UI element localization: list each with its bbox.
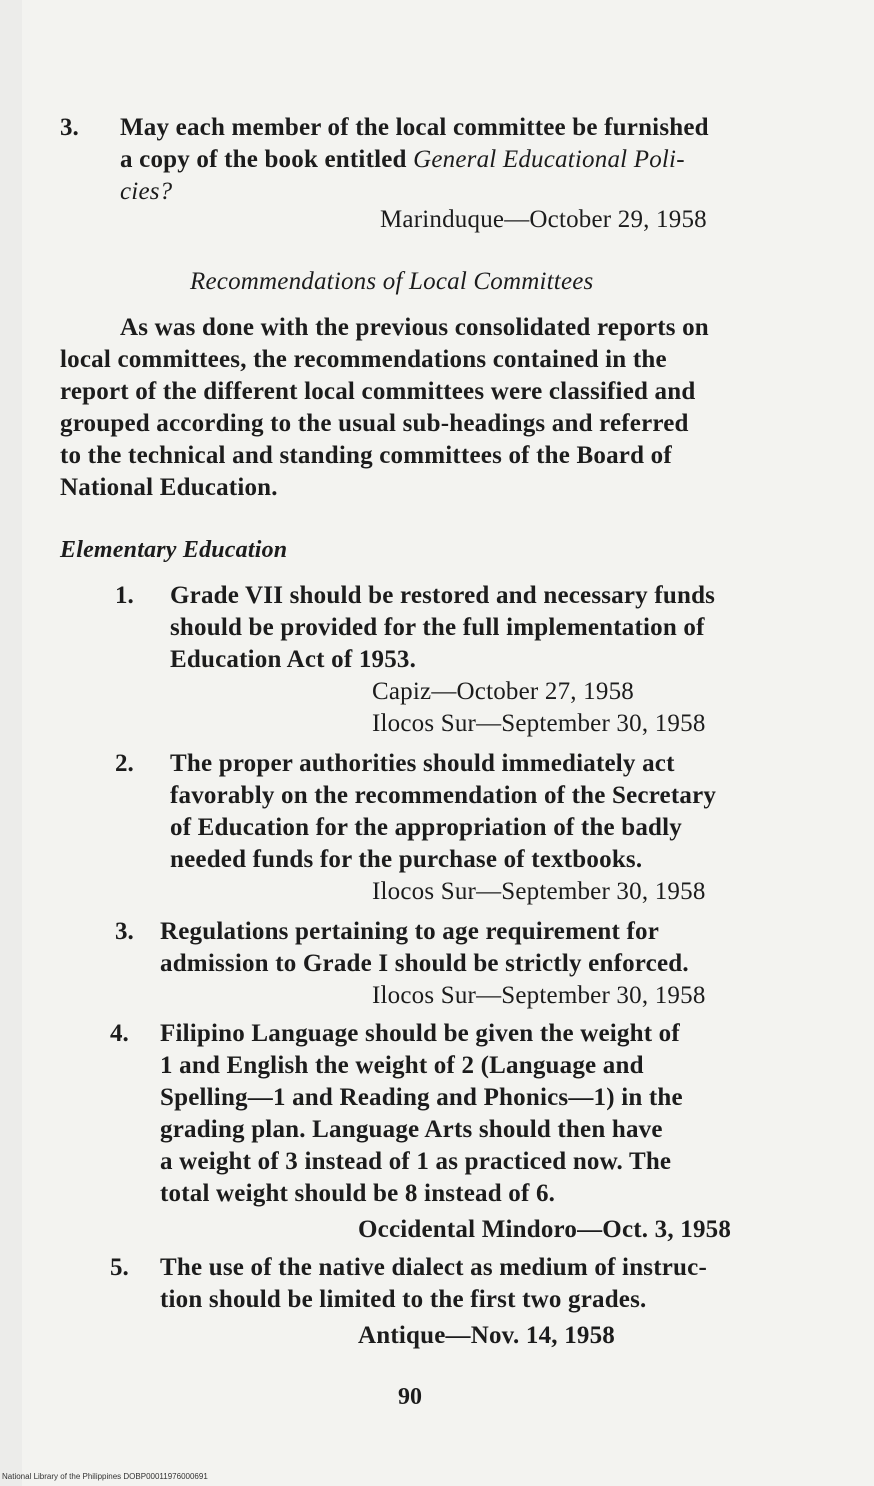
item-1-source-1: Capiz—October 27, 1958 [372,678,634,705]
intro-line-1: As was done with the previous consolidated reports on [120,314,709,341]
item-4-line-4: grading plan. Language Arts should then have [160,1116,663,1143]
q3-source: Marinduque—October 29, 1958 [380,206,707,233]
item-1-source-2: Ilocos Sur—September 30, 1958 [372,710,706,737]
item-3-line-1: Regulations pertaining to age requirement for [160,918,660,945]
item-2-source-1: Ilocos Sur—September 30, 1958 [372,878,706,905]
item-3-line-2: admission to Grade I should be strictly enforced. [160,950,689,977]
item-4-line-3: Spelling—1 and Reading and Phonics—1) in the [160,1084,683,1111]
item-3-source-1: Ilocos Sur—September 30, 1958 [372,982,706,1009]
item-4-line-5: a weight of 3 instead of 1 as practiced now. The [160,1148,672,1175]
item-1-line-2: should be provided for the full implementation of [170,614,705,641]
intro-line-3: report of the different local committees were classified and [60,378,696,405]
item-5-line-2: tion should be limited to the first two grades. [160,1286,647,1313]
item-1-line-1: Grade VII should be restored and necessary funds [170,582,716,609]
item-1-number: 1. [115,582,134,609]
item-3-number: 3. [115,918,134,945]
item-4-number: 4. [110,1020,129,1047]
q3-line-3: cies? [120,178,173,205]
item-2-line-3: of Education for the appropriation of the badly [170,814,682,841]
item-4-line-6: total weight should be 8 instead of 6. [160,1180,556,1207]
subheading-elementary: Elementary Education [60,537,288,563]
item-4-line-1: Filipino Language should be given the weight of [160,1020,680,1047]
item-4-source-1: Occidental Mindoro—Oct. 3, 1958 [358,1216,732,1243]
intro-line-2: local committees, the recommendations contained in the [60,346,667,373]
item-5-number: 5. [110,1254,129,1281]
page-number: 90 [398,1384,422,1410]
intro-line-6: National Education. [60,474,278,501]
item-2-line-2: favorably on the recommendation of the Secretary [170,782,717,809]
intro-line-5: to the technical and standing committees of the Board of [60,442,672,469]
intro-line-4: grouped according to the usual sub-headings and referred [60,410,689,437]
item-2-number: 2. [115,750,134,777]
item-2-line-4: needed funds for the purchase of textbooks. [170,846,643,873]
item-4-line-2: 1 and English the weight of 2 (Language and [160,1052,644,1079]
q3-line-2-text: a copy of the book entitled [120,146,414,173]
section-heading: Recommendations of Local Committees [190,268,594,295]
item-1-line-3: Education Act of 1953. [170,646,417,673]
archive-footer: National Library of the Philippines DOBP00011976000691 [2,1472,208,1481]
item-5-line-1: The use of the native dialect as medium of instruc- [160,1254,707,1281]
book-title: General Educational Poli- [413,146,685,173]
item-2-line-1: The proper authorities should immediately act [170,750,675,777]
q3-number: 3. [60,114,79,141]
item-5-source-1: Antique—Nov. 14, 1958 [358,1322,616,1349]
q3-line-1: May each member of the local committee be furnished [120,114,709,141]
q3-line-2 [120,144,685,176]
